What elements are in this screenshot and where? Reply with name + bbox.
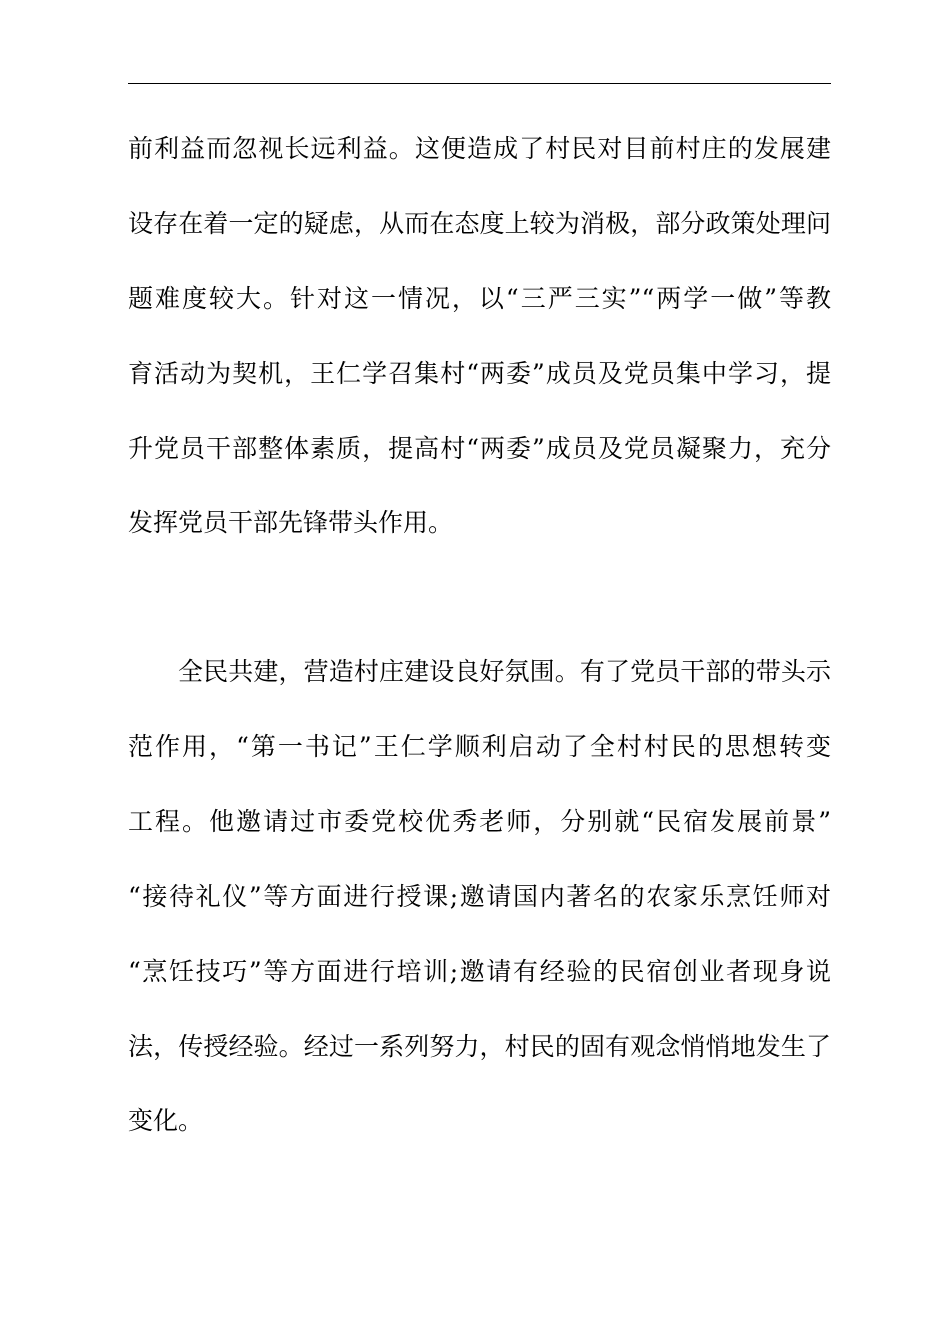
- paragraph-line: “烹饪技巧”等方面进行培训;邀请有经验的民宿创业者现身说: [128, 957, 831, 986]
- header-rule: [128, 83, 831, 84]
- paragraph-line: 题难度较大。针对这一情况，以“三严三实”“两学一做”等教: [128, 284, 831, 313]
- paragraph-line: “接待礼仪”等方面进行授课;邀请国内著名的农家乐烹饪师对: [128, 882, 831, 911]
- paragraph-line: 升党员干部整体素质，提高村“两委”成员及党员凝聚力，充分: [128, 434, 831, 463]
- paragraph-line: 前利益而忽视长远利益。这便造成了村民对目前村庄的发展建: [128, 134, 831, 163]
- paragraph-line: 法，传授经验。经过一系列努力，村民的固有观念悄悄地发生了: [128, 1032, 831, 1061]
- paragraph-line: 全民共建，营造村庄建设良好氛围。有了党员干部的带头示: [178, 657, 831, 686]
- paragraph-line: 育活动为契机，王仁学召集村“两委”成员及党员集中学习，提: [128, 359, 831, 388]
- paragraph-line: 变化。: [128, 1106, 204, 1135]
- paragraph-line: 范作用，“第一书记”王仁学顺利启动了全村村民的思想转变: [128, 732, 831, 761]
- paragraph-line: 工程。他邀请过市委党校优秀老师，分别就“民宿发展前景”: [128, 807, 831, 836]
- paragraph-line: 设存在着一定的疑虑，从而在态度上较为消极，部分政策处理问: [128, 209, 831, 238]
- paragraph-line: 发挥党员干部先锋带头作用。: [128, 508, 454, 537]
